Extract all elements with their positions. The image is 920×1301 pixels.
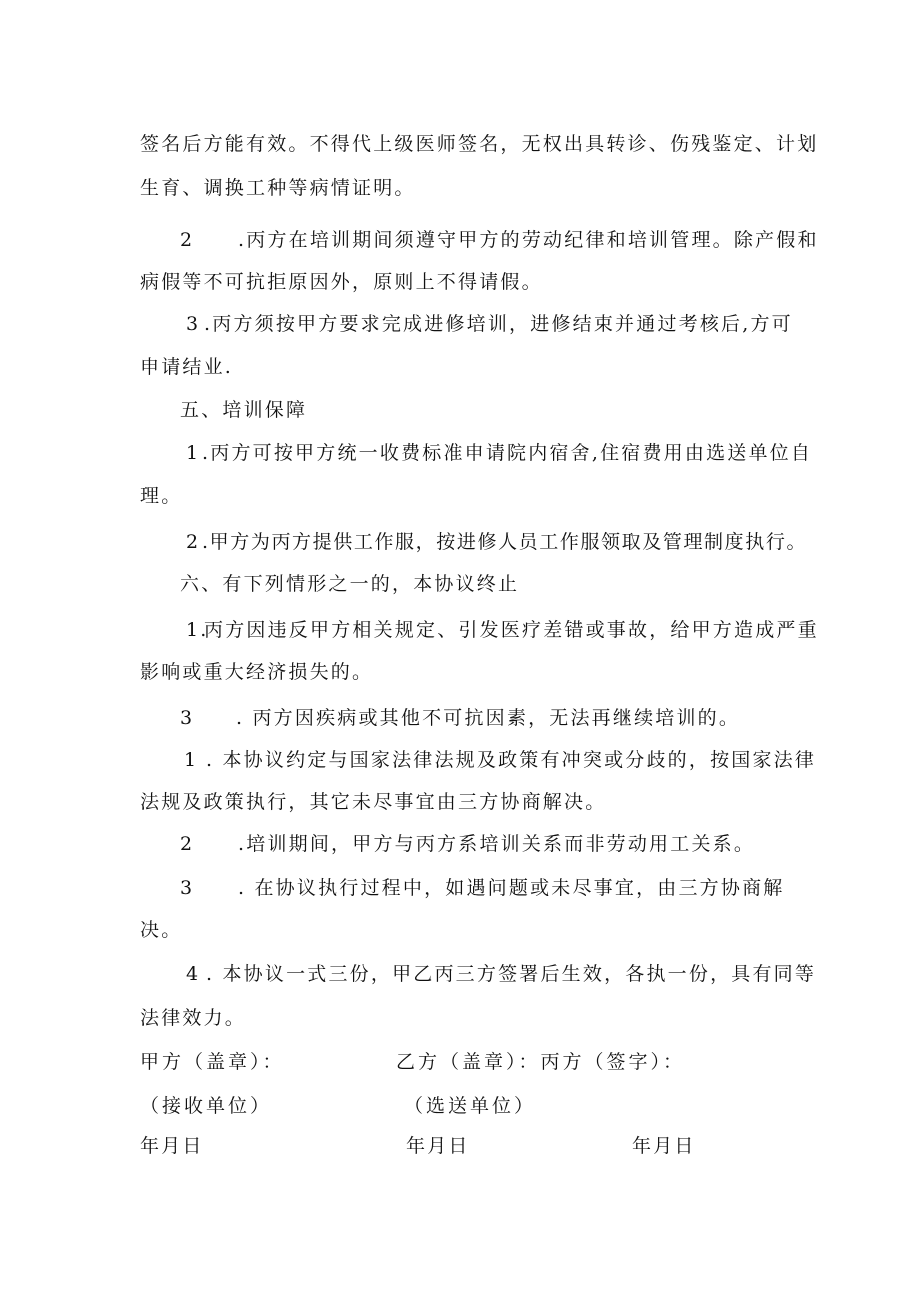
paragraph-line: 决。 [140, 919, 183, 941]
paragraph-line: .丙方可按甲方统一收费标准申请院内宿舍,住宿费用由选送单位自 [202, 442, 813, 464]
date-party-b: 年月日 [406, 1135, 470, 1157]
paragraph-line: . 本协议约定与国家法律法规及政策有冲突或分歧的，按国家法律 [206, 749, 817, 771]
paragraph-line: 法律效力。 [140, 1007, 247, 1029]
date-party-c: 年月日 [632, 1135, 696, 1157]
list-item-number: 1 [184, 749, 199, 771]
paragraph-line: . 本协议一式三份，甲乙丙三方签署后生效，各执一份，具有同等 [206, 963, 817, 985]
paragraph-line: 影响或重大经济损失的。 [140, 661, 374, 683]
paragraph-line: .丙方在培训期间须遵守甲方的劳动纪律和培训管理。除产假和 [238, 229, 819, 251]
party-b-c-label: 乙方（盖章）：丙方（签字）： [396, 1051, 686, 1073]
list-item-number: 4 [186, 963, 201, 985]
paragraph-line: 申请结业. [140, 356, 234, 378]
paragraph-line: 病假等不可抗拒原因外，原则上不得请假。 [140, 271, 543, 293]
list-item-number: 2 [186, 531, 201, 553]
paragraph-line: 丙方因违反甲方相关规定、引发医疗差错或事故，给甲方造成严重 [204, 619, 819, 641]
list-item-number: 1 [186, 442, 201, 464]
list-item-number: 3 [180, 707, 195, 729]
paragraph-line: . 丙方因疾病或其他不可抗因素，无法再继续培训的。 [236, 707, 741, 729]
paragraph-line: 签名后方能有效。不得代上级医师签名，无权出具转诊、伤残鉴定、计划 [140, 133, 819, 155]
list-item-number: 3 [180, 877, 195, 899]
paragraph-line: 理。 [140, 485, 183, 507]
list-item-number: 2 [180, 833, 195, 855]
list-item-number: 2 [180, 229, 195, 251]
party-a-unit: （接收单位） [140, 1095, 273, 1117]
section-heading: 六、有下列情形之一的，本协议终止 [180, 573, 520, 595]
list-item-number: 3 [186, 313, 201, 335]
section-heading: 五、培训保障 [180, 399, 308, 421]
list-item-number: 1. [186, 619, 209, 641]
paragraph-line: .丙方须按甲方要求完成进修培训，进修结束并通过考核后,方可 [204, 313, 793, 335]
paragraph-line: .培训期间，甲方与丙方系培训关系而非劳动用工关系。 [238, 833, 756, 855]
paragraph-line: 法规及政策执行，其它未尽事宜由三方协商解决。 [140, 791, 607, 813]
party-a-label: 甲方（盖章）： [140, 1051, 285, 1073]
paragraph-line: 生育、调换工种等病情证明。 [140, 177, 416, 199]
paragraph-line: . 在协议执行过程中，如遇问题或未尽事宜，由三方协商解 [238, 877, 785, 899]
date-party-a: 年月日 [140, 1135, 204, 1157]
paragraph-line: .甲方为丙方提供工作服，按进修人员工作服领取及管理制度执行。 [202, 531, 808, 553]
party-b-unit: （选送单位） [404, 1095, 537, 1117]
